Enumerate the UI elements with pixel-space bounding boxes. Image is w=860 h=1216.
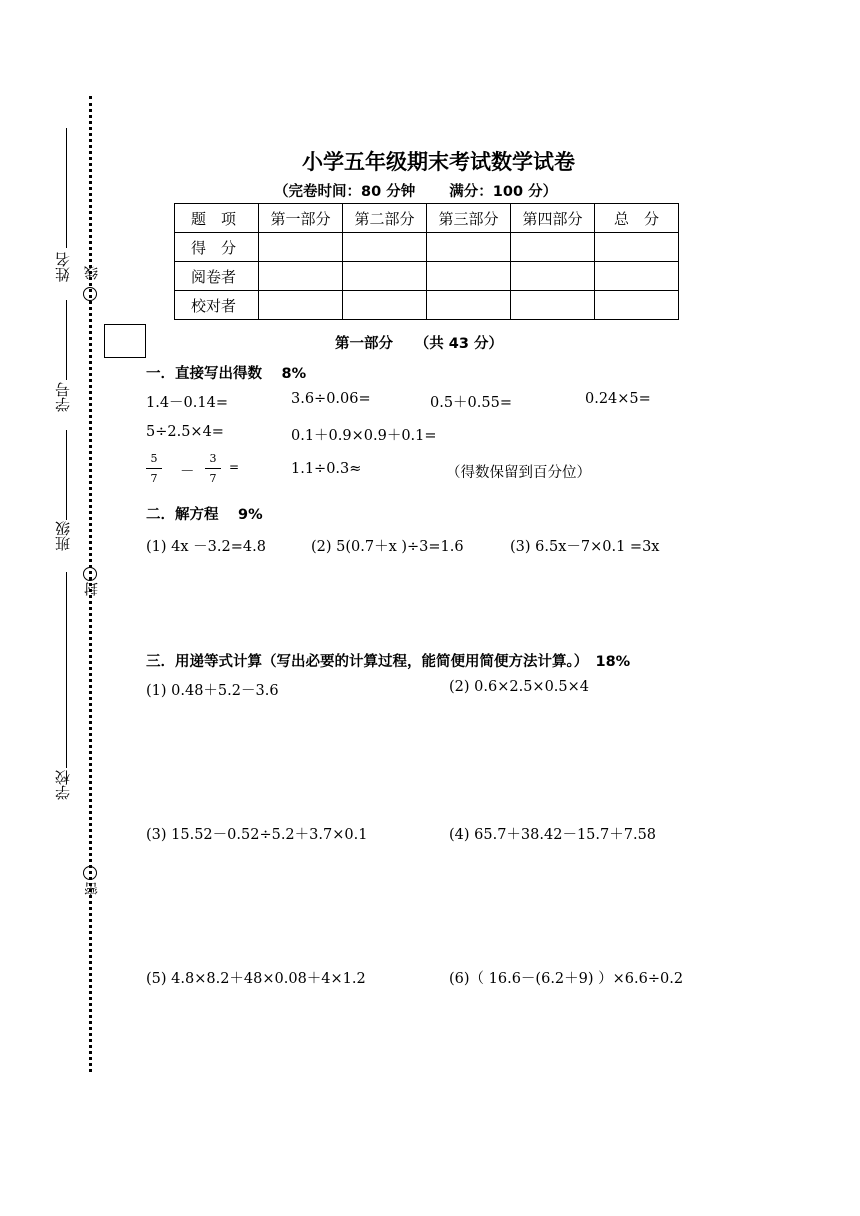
- school-label: 学校: [54, 770, 72, 800]
- seal-mark: 封: [84, 582, 100, 596]
- q2-item: (1) 4x －3.2=4.8: [146, 539, 266, 555]
- score-cell: [343, 233, 427, 262]
- score-table: [174, 203, 679, 320]
- number-label: 学号: [54, 382, 72, 412]
- q2-title: 二．解方程 9%: [146, 507, 263, 523]
- score-cell: [343, 262, 427, 291]
- page-title: 小学五年级期末考试数学试卷: [302, 150, 575, 174]
- score-cell: [595, 233, 679, 262]
- section-score-box: [104, 324, 146, 358]
- fraction-bar: [205, 468, 221, 469]
- score-cell: [511, 262, 595, 291]
- q1-title: 一．直接写出得数 8%: [146, 366, 307, 382]
- q1-item: 3.6÷0.06=: [291, 391, 371, 407]
- fraction-5-7: [146, 452, 162, 485]
- score-cell: [259, 291, 343, 320]
- class-label: 班级: [54, 521, 72, 551]
- page-subtitle: （完卷时间：80 分钟 满分：100 分）: [274, 184, 558, 200]
- q3-item: (2) 0.6×2.5×0.5×4: [449, 679, 590, 695]
- score-cell: [343, 291, 427, 320]
- fraction-bar: [146, 468, 162, 469]
- name-underline: [66, 128, 67, 248]
- secret-mark: 密: [84, 882, 100, 896]
- table-header-cell: 题 项: [175, 204, 259, 233]
- row-label: 得 分: [175, 233, 259, 262]
- table-header-cell: 第三部分: [427, 204, 511, 233]
- seal-circle-icon: [83, 287, 97, 301]
- equals-sign: =: [229, 460, 240, 474]
- score-cell: [427, 291, 511, 320]
- score-cell: [427, 233, 511, 262]
- score-cell: [595, 291, 679, 320]
- name-label: 姓名: [54, 252, 72, 282]
- score-table-header-row: [175, 204, 679, 233]
- table-header-cell: 第二部分: [343, 204, 427, 233]
- table-row: [175, 262, 679, 291]
- table-header-cell: 第四部分: [511, 204, 595, 233]
- fraction-3-7: [205, 452, 221, 485]
- fraction-denominator: 7: [209, 472, 217, 485]
- q2-item: (3) 6.5x－7×0.1 =3x: [510, 539, 660, 555]
- class-underline: [66, 430, 67, 520]
- q3-item: (1) 0.48＋5.2－3.6: [146, 683, 279, 699]
- q3-item: (3) 15.52－0.52÷5.2＋3.7×0.1: [146, 827, 368, 843]
- score-cell: [511, 291, 595, 320]
- q1-note: （得数保留到百分位）: [446, 465, 591, 481]
- score-cell: [427, 262, 511, 291]
- q3-item: (5) 4.8×8.2＋48×0.08＋4×1.2: [146, 971, 366, 987]
- fraction-numerator: 5: [150, 452, 158, 465]
- table-header-cell: 总 分: [595, 204, 679, 233]
- row-label: 阅卷者: [175, 262, 259, 291]
- q1-item: 1.1÷0.3≈: [291, 461, 362, 477]
- q1-item: 0.1＋0.9×0.9＋0.1=: [291, 428, 437, 444]
- q1-item: 0.24×5=: [585, 391, 651, 407]
- q1-item: 5÷2.5×4=: [146, 424, 224, 440]
- line-mark: 线: [84, 266, 100, 280]
- q2-item: (2) 5(0.7＋x )÷3=1.6: [311, 539, 464, 555]
- score-cell: [259, 262, 343, 291]
- fraction-numerator: 3: [209, 452, 217, 465]
- row-label: 校对者: [175, 291, 259, 320]
- table-row: [175, 233, 679, 262]
- number-underline: [66, 300, 67, 380]
- score-cell: [511, 233, 595, 262]
- part1-title: 第一部分 （共 43 分）: [335, 336, 504, 352]
- q3-title: 三．用递等式计算（写出必要的计算过程，能简便用简便方法计算。） 18%: [146, 654, 631, 670]
- table-row: [175, 291, 679, 320]
- q1-item: 1.4－0.14=: [146, 395, 228, 411]
- minus-sign: －: [180, 464, 195, 480]
- fraction-denominator: 7: [150, 472, 158, 485]
- seal-circle-icon: [83, 567, 97, 581]
- q3-item: (4) 65.7＋38.42－15.7＋7.58: [449, 827, 657, 843]
- table-header-cell: 第一部分: [259, 204, 343, 233]
- q3-item: (6)（ 16.6－(6.2＋9) ）×6.6÷0.2: [449, 971, 684, 987]
- school-underline: [66, 572, 67, 768]
- score-cell: [595, 262, 679, 291]
- seal-circle-icon: [83, 866, 97, 880]
- score-cell: [259, 233, 343, 262]
- q1-item: 0.5＋0.55=: [430, 395, 512, 411]
